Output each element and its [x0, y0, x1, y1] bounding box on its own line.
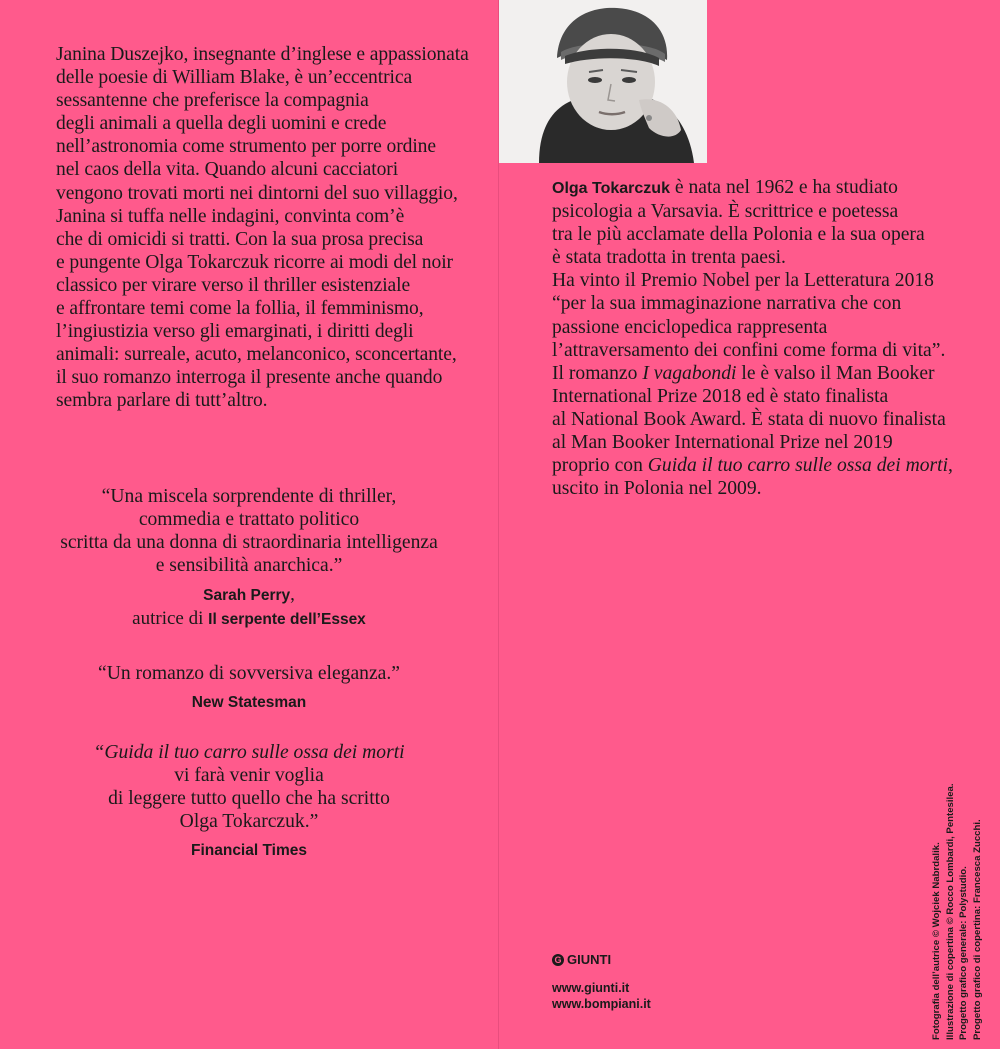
- quote-author: Sarah Perry: [203, 587, 291, 605]
- blurb-line: animali: surreale, acuto, melanconico, sconcertante,: [56, 344, 457, 366]
- quote-source: [0, 691, 498, 714]
- blurb-line: e affrontare temi come la follia, il femminismo,: [56, 298, 424, 320]
- blurb-line: vengono trovati morti nei dintorni del suo villaggio,: [56, 182, 458, 204]
- publisher-links: [552, 980, 651, 1012]
- blurb-line: sembra parlare di tutt’altro.: [56, 390, 268, 412]
- credits-vertical: Fotografia dell’autrice © Wojciek Nabrdalik. Illustrazione di copertina © Rocco Lombardi, Pentesilea. Progetto grafico generale: Polystudio. Progetto grafico di copertina: Francesca Zucchi.: [931, 783, 983, 1040]
- link-giunti[interactable]: www.giunti.it: [552, 981, 630, 995]
- author-biography: Olga Tokarczuk è nata nel 1962 e ha studiato psicologia a Varsavia. È scrittrice e poetessa tra le più acclamate della Polonia e la sua opera è stata tradotta in trenta paesi. Ha vinto il Premio Nobel per la Letteratura 2018 “per la sua immaginazione narrativa che con passione enciclopedica rappresenta l’attraversamento dei confini come forma di vita”. Il romanzo I vagabondi le è valso il Man Booker International Prize 2018 ed è stato finalista al National Book Award. È stata di nuovo finalista al Man Booker International Prize nel 2019 proprio con Guida il tuo carro sulle ossa dei morti, uscito in Polonia nel 2009.: [552, 177, 953, 500]
- author-photo: [499, 0, 707, 163]
- quote-source: Sarah Perry, autrice di Il serpente dell’Essex: [132, 584, 366, 630]
- blurb-line: delle poesie di William Blake, è un’eccentrica: [56, 67, 413, 89]
- synopsis-blurb: [56, 43, 476, 413]
- blurb-line: nel caos della vita. Quando alcuni cacciatori: [56, 159, 399, 181]
- quote-financial-times: [0, 741, 498, 862]
- blurb-line: sessantenne che preferisce la compagnia: [56, 90, 369, 112]
- flap-panel: [499, 0, 1000, 1049]
- book-title: Il serpente dell’Essex: [208, 611, 366, 629]
- blurb-line: Janina Duszejko, insegnante d’inglese e appassionata: [56, 44, 469, 65]
- quote-author: Financial Times: [190, 842, 307, 860]
- quote-text: “Un romanzo di sovversiva eleganza.”: [98, 663, 400, 684]
- blurb-line: l’ingiustizia verso gli emarginati, i diritti degli: [56, 321, 414, 343]
- quote-sarah-perry: [0, 485, 498, 631]
- link-bompiani[interactable]: www.bompiani.it: [552, 997, 651, 1011]
- blurb-line: nell’astronomia come strumento per porre ordine: [56, 136, 436, 158]
- quote-source: [0, 839, 498, 862]
- publisher-block: [552, 952, 651, 1012]
- blurb-line: Janina si tuffa nelle indagini, convinta com’è: [56, 205, 405, 227]
- back-cover-panel: [0, 0, 498, 1049]
- blurb-line: e pungente Olga Tokarczuk ricorre ai modi del noir: [56, 251, 453, 273]
- author-name: Olga Tokarczuk: [552, 180, 670, 197]
- blurb-line: classico per virare verso il thriller esistenziale: [56, 274, 411, 296]
- blurb-line: degli animali a quella degli uomini e crede: [56, 113, 387, 135]
- quote-author: New Statesman: [191, 694, 307, 712]
- blurb-line: il suo romanzo interroga il presente anche quando: [56, 367, 443, 389]
- giunti-logo-icon: G: [552, 954, 564, 966]
- quote-new-statesman: [0, 662, 498, 714]
- quote-text: “Una miscela sorprendente di thriller, commedia e trattato politico scritta da una donna di straordinaria intelligenza e sensibilità anarchica.”: [60, 486, 438, 577]
- giunti-logo: G GIUNTI: [552, 952, 651, 967]
- blurb-line: che di omicidi si tratti. Con la sua prosa precisa: [56, 228, 424, 250]
- author-portrait-image: [499, 0, 707, 163]
- quote-text: “Guida il tuo carro sulle ossa dei morti vi farà venir voglia di leggere tutto quello che ha scritto Olga Tokarczuk.”: [93, 742, 405, 833]
